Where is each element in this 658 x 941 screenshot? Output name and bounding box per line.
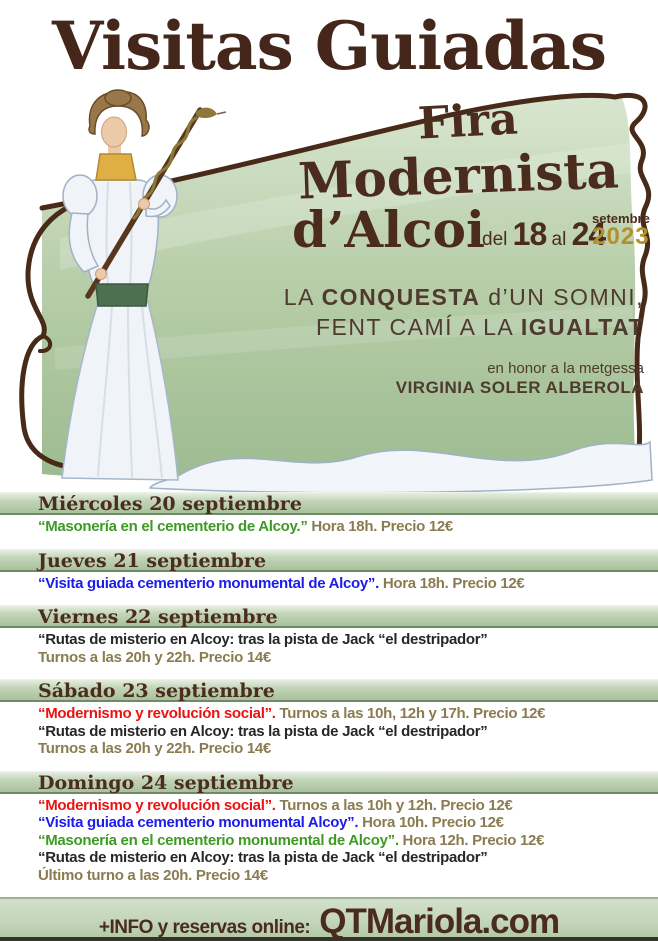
banner-month-year (592, 212, 650, 249)
event-text-olive: Hora 18h. Precio 12€ (307, 518, 453, 535)
event-text-green: “Masonería en el cementerio monumental de Alcoy”. (38, 831, 399, 849)
day-title: Sábado 23 septiembre (38, 680, 275, 702)
event-line (0, 649, 658, 667)
banner-title-dalcoi: d’Alcoi (292, 200, 485, 259)
day-title: Jueves 21 septiembre (38, 549, 267, 572)
event-text-red: “Modernismo y revolución social”. (38, 796, 276, 814)
event-line (0, 797, 658, 815)
tagline-emphasis: IGUALTAT (520, 314, 644, 340)
footer-bar (0, 897, 658, 941)
snake-tongue (217, 112, 226, 114)
day-section (0, 771, 658, 898)
page-title: Visitas Guiadas (52, 7, 606, 85)
month-label: setembre (592, 211, 650, 226)
event-text-blue: “Visita guiada cementerio monumental Alcoy”. (38, 814, 359, 831)
day-section (0, 492, 658, 549)
event-text-olive: Hora 10h. Precio 12€ (358, 814, 504, 831)
event-line (0, 705, 658, 723)
event-text-green: “Masonería en el cementerio de Alcoy.” (38, 518, 308, 535)
day-section (0, 549, 658, 606)
event-text-red: “Modernismo y revolución social”. (38, 705, 276, 722)
event-text-olive: Último turno a las 20h. Precio 14€ (38, 866, 268, 884)
date-al: al (551, 229, 567, 250)
banner-dates (482, 216, 605, 253)
date-start: 18 (512, 216, 547, 252)
event-text-olive: Hora 18h. Precio 12€ (379, 574, 525, 592)
face (102, 117, 127, 147)
green-sash (96, 284, 148, 306)
event-line (0, 575, 658, 593)
event-text-dark: “Rutas de misterio en Alcoy: tras la pista de Jack “el destripador” (38, 722, 488, 740)
event-line (0, 867, 658, 885)
tagline-text: d’UN SOMNI, (480, 284, 644, 310)
day-band (0, 605, 658, 628)
event-text-dark: “Rutas de misterio en Alcoy: tras la pista de Jack “el destripador” (38, 631, 488, 648)
hair-bun (105, 90, 131, 106)
banner-title-fira: Fira (416, 93, 519, 150)
date-del: del (482, 229, 508, 250)
puff-sleeve-left (63, 175, 97, 217)
schedule (0, 492, 658, 897)
day-section (0, 605, 658, 679)
day-band (0, 771, 658, 794)
lace-collar (96, 154, 136, 180)
event-line (0, 832, 658, 850)
banner-title-modernista: Modernista (297, 140, 620, 211)
footer-info-label: +INFO y reservas online: (98, 917, 311, 938)
hand-upper (139, 199, 150, 210)
tagline-text: LA (283, 284, 322, 310)
tagline-line1 (284, 284, 644, 311)
day-title: Domingo 24 septiembre (38, 771, 294, 794)
honor-caption: en honor a la metgessa (487, 360, 644, 377)
day-section (0, 679, 658, 771)
tagline-emphasis: CONQUESTA (321, 284, 481, 310)
event-line (0, 723, 658, 741)
honoree-name: VIRGINIA SOLER ALBEROLA (395, 378, 644, 397)
event-text-olive: Turnos a las 20h y 22h. Precio 14€ (38, 740, 271, 757)
day-band (0, 549, 658, 572)
event-line (0, 814, 658, 832)
day-band (0, 492, 658, 515)
artwork (0, 88, 658, 492)
hand-lower (96, 269, 107, 280)
event-line (0, 518, 658, 536)
event-line (0, 849, 658, 867)
date-end: 24 (571, 216, 606, 252)
event-text-olive: Turnos a las 20h y 22h. Precio 14€ (38, 648, 271, 666)
year-label: 2023 (592, 223, 650, 250)
day-band (0, 679, 658, 702)
event-line (0, 740, 658, 758)
event-text-olive: Turnos a las 10h y 12h. Precio 12€ (275, 796, 513, 814)
tagline-text: FENT CAMÍ A LA (315, 314, 521, 340)
day-title: Viernes 22 septiembre (38, 606, 278, 628)
event-text-olive: Turnos a las 10h, 12h y 17h. Precio 12€ (275, 705, 546, 722)
footer-website-link[interactable]: QTMariola.com (319, 902, 560, 941)
event-text-dark: “Rutas de misterio en Alcoy: tras la pista de Jack “el destripador” (38, 849, 488, 866)
event-text-olive: Hora 12h. Precio 12€ (398, 831, 545, 849)
event-text-blue: “Visita guiada cementerio monumental de Alcoy”. (38, 574, 379, 592)
tagline-line2 (316, 314, 644, 341)
event-line (0, 631, 658, 649)
day-title: Miércoles 20 septiembre (38, 493, 302, 515)
